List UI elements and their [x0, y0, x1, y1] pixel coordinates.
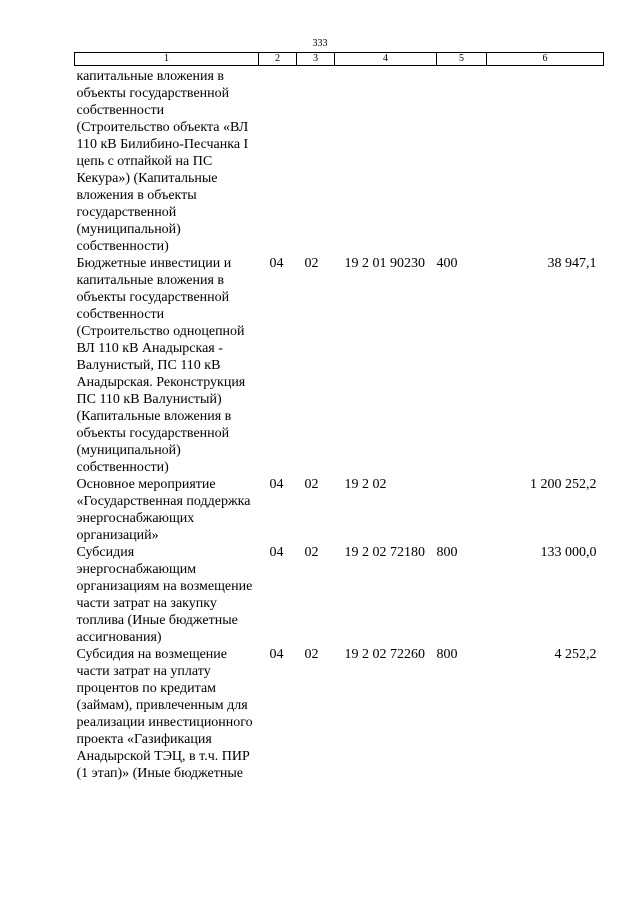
- row-section: 04: [269, 647, 284, 662]
- table-row: [75, 646, 604, 782]
- row-target-code: 19 2 01 90230: [344, 256, 425, 271]
- row-name: Основное мероприятие «Государственная поддержка энергоснабжающих организаций»: [76, 477, 251, 543]
- row-amount: [487, 66, 604, 256]
- row-section: 04: [269, 477, 284, 492]
- row-expense-type: 800: [436, 647, 458, 662]
- row-target-code: 19 2 02: [344, 477, 387, 492]
- header-col-2: 2: [259, 53, 297, 66]
- table-row: [75, 476, 604, 544]
- header-col-1: 1: [75, 53, 259, 66]
- header-col-6: 6: [487, 53, 604, 66]
- row-name: Субсидия энергоснабжающим организациям на возмещение части затрат на закупку топлива (Иные бюджетные ассигнования): [76, 545, 253, 645]
- row-amount: 133 000,0: [540, 545, 597, 560]
- row-amount: 38 947,1: [547, 256, 597, 271]
- row-name: капитальные вложения в объекты государственной собственности (Строительство объекта «ВЛ 110 кВ Билибино-Песчанка I цепь с отпайкой на ПС Кекура») (Капитальные вложения в объекты государственной (муниципальной) собственности): [76, 69, 249, 254]
- page-number: 333: [312, 38, 328, 49]
- table-row: [75, 66, 604, 256]
- row-name: Бюджетные инвестиции и капитальные вложения в объекты государственной собственности (Строительство одноцепной ВЛ 110 кВ Анадырская - Валунистый, ПС 110 кВ Анадырская. Реконструкция ПС 110 кВ Валунистый) (Капитальные вложения в объекты государственной (муниципальной) собственности): [76, 256, 246, 475]
- row-section: 04: [269, 545, 284, 560]
- header-row: [75, 53, 604, 66]
- header-col-4: 4: [335, 53, 437, 66]
- row-expense-type: [437, 66, 487, 256]
- row-target-code: [335, 66, 437, 256]
- row-subsection: 02: [304, 647, 319, 662]
- row-target-code: 19 2 02 72260: [344, 647, 425, 662]
- header-col-5: 5: [437, 53, 487, 66]
- row-target-code: 19 2 02 72180: [344, 545, 425, 560]
- row-section: [259, 66, 297, 256]
- row-subsection: 02: [304, 477, 319, 492]
- header-col-3: 3: [297, 53, 335, 66]
- budget-table: [74, 52, 604, 782]
- row-name: Субсидия на возмещение части затрат на уплату процентов по кредитам (займам), привлеченным для реализации инвестиционного проекта «Газификация Анадырской ТЭЦ, в т.ч. ПИР (1 этап)» (Иные бюджетные: [76, 647, 253, 781]
- table-row: [75, 544, 604, 646]
- row-subsection: [297, 66, 335, 256]
- table-row: [75, 255, 604, 476]
- row-subsection: 02: [304, 256, 319, 271]
- row-amount: 1 200 252,2: [530, 477, 597, 492]
- row-expense-type: 800: [436, 545, 458, 560]
- row-expense-type: 400: [436, 256, 458, 271]
- row-expense-type: [437, 476, 487, 544]
- row-section: 04: [269, 256, 284, 271]
- row-amount: 4 252,2: [554, 647, 597, 662]
- row-subsection: 02: [304, 545, 319, 560]
